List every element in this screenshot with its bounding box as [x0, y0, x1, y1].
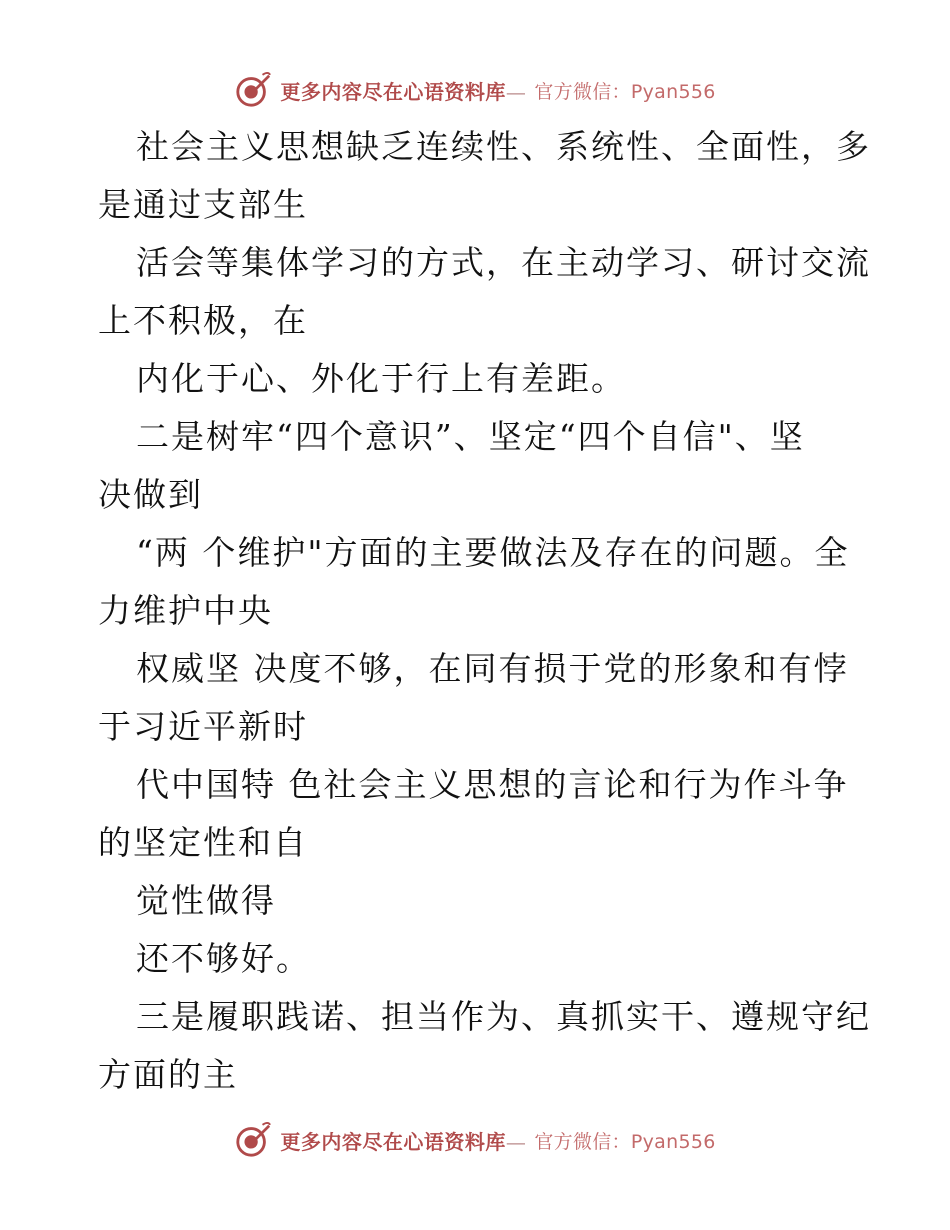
text-line: “两 个维护"方面的主要做法及存在的问题。全 — [136, 533, 850, 572]
text-line: 力维护中央 — [98, 591, 273, 630]
text-line: 二是树牢“四个意识”、坚定“四个自信"、坚 — [136, 417, 805, 456]
footer-banner — [0, 1118, 950, 1162]
text-line: 上不积极，在 — [98, 301, 308, 340]
text-line: 还不够好。 — [136, 939, 311, 978]
text-line: 社会主义思想缺乏连续性、系统性、全面性，多 — [136, 127, 871, 166]
pen-in-circle-icon — [234, 71, 272, 109]
text-line: 决做到 — [98, 475, 203, 514]
header-site-text: 更多内容尽在心语资料库— — [280, 79, 527, 104]
text-line: 内化于心、外化于行上有差距。 — [136, 359, 626, 398]
text-line: 三是履职践诺、担当作为、真抓实干、遵规守纪 — [136, 997, 871, 1036]
text-line: 觉性做得 — [136, 881, 276, 920]
text-line: 是通过支部生 — [98, 185, 308, 224]
text-line: 活会等集体学习的方式，在主动学习、研讨交流 — [136, 243, 871, 282]
footer-site-text: 更多内容尽在心语资料库— — [280, 1129, 527, 1154]
text-line: 方面的主 — [98, 1055, 238, 1094]
header-wechat-text: 官方微信：Pyan556 — [534, 80, 716, 103]
text-line: 的坚定性和自 — [98, 823, 308, 862]
text-line: 代中国特 色社会主义思想的言论和行为作斗争 — [136, 765, 849, 804]
footer-wechat-text: 官方微信：Pyan556 — [534, 1130, 716, 1153]
text-line: 权威坚 决度不够，在同有损于党的形象和有悖 — [136, 649, 849, 688]
text-line: 于习近平新时 — [98, 707, 308, 746]
pen-in-circle-icon — [234, 1121, 272, 1159]
header-banner — [0, 68, 950, 112]
document-body — [98, 118, 871, 1104]
